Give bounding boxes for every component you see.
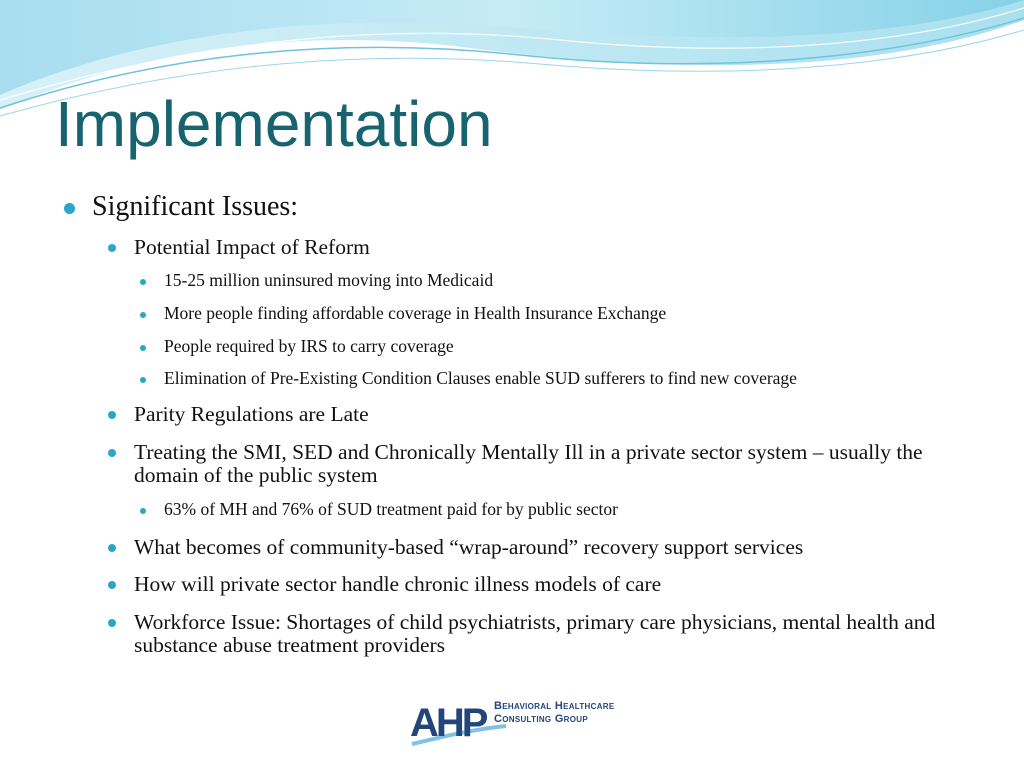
bullet-text: Parity Regulations are Late — [134, 402, 369, 426]
slide-title: Implementation — [55, 88, 493, 160]
bullet-treating-smi — [134, 441, 964, 487]
bullet-dot-icon — [140, 377, 146, 383]
bullet-significant-issues — [92, 193, 298, 221]
logo-mark-text: AHP — [410, 701, 486, 745]
bullet-dot-icon — [108, 619, 116, 627]
bullet-text: Significant Issues: — [92, 191, 299, 222]
bullet-dot-icon — [108, 244, 116, 252]
bullet-text: 15-25 million uninsured moving into Medicaid — [164, 270, 494, 290]
bullet-dot-icon — [108, 544, 116, 552]
bullet-dot-icon — [64, 203, 75, 214]
bullet-text: Elimination of Pre-Existing Condition Clauses enable SUD sufferers to find new coverage — [164, 368, 797, 388]
bullet-uninsured-medicaid — [164, 272, 964, 290]
bullet-text: Treating the SMI, SED and Chronically Mentally Ill in a private sector system – usually the domain of the public system — [134, 440, 923, 487]
bullet-text: Potential Impact of Reform — [134, 235, 370, 259]
bullet-affordable-coverage — [164, 305, 964, 323]
logo-wordmark — [494, 700, 654, 726]
bullet-wrap-around — [134, 536, 964, 559]
bullet-public-sector-share — [164, 501, 964, 519]
bullet-text: 63% of MH and 76% of SUD treatment paid for by public sector — [164, 499, 618, 519]
bullet-text: People required by IRS to carry coverage — [164, 336, 454, 356]
bullet-workforce-issue — [134, 611, 964, 657]
bullet-dot-icon — [140, 508, 146, 514]
bullet-pre-existing — [164, 370, 964, 388]
bullet-parity-regulations — [134, 403, 964, 426]
bullet-dot-icon — [140, 345, 146, 351]
bullet-chronic-illness — [134, 573, 964, 596]
bullet-irs-coverage — [164, 338, 964, 356]
bullet-dot-icon — [108, 449, 116, 457]
bullet-text: How will private sector handle chronic illness models of care — [134, 572, 662, 596]
logo-line-2: Consulting Group — [494, 713, 588, 725]
bullet-potential-impact — [134, 236, 964, 259]
bullet-dot-icon — [108, 581, 116, 589]
bullet-dot-icon — [140, 279, 146, 285]
bullet-text: What becomes of community-based “wrap-around” recovery support services — [134, 535, 804, 559]
bullet-text: More people finding affordable coverage in Health Insurance Exchange — [164, 303, 667, 323]
bullet-text: Workforce Issue: Shortages of child psychiatrists, primary care physicians, mental health and substance abuse treatment providers — [134, 610, 936, 657]
logo-line-1: Behavioral Healthcare — [494, 700, 615, 712]
ahp-logo — [408, 690, 653, 748]
bullet-dot-icon — [140, 312, 146, 318]
ahp-logo-mark — [408, 690, 508, 748]
bullet-dot-icon — [108, 411, 116, 419]
